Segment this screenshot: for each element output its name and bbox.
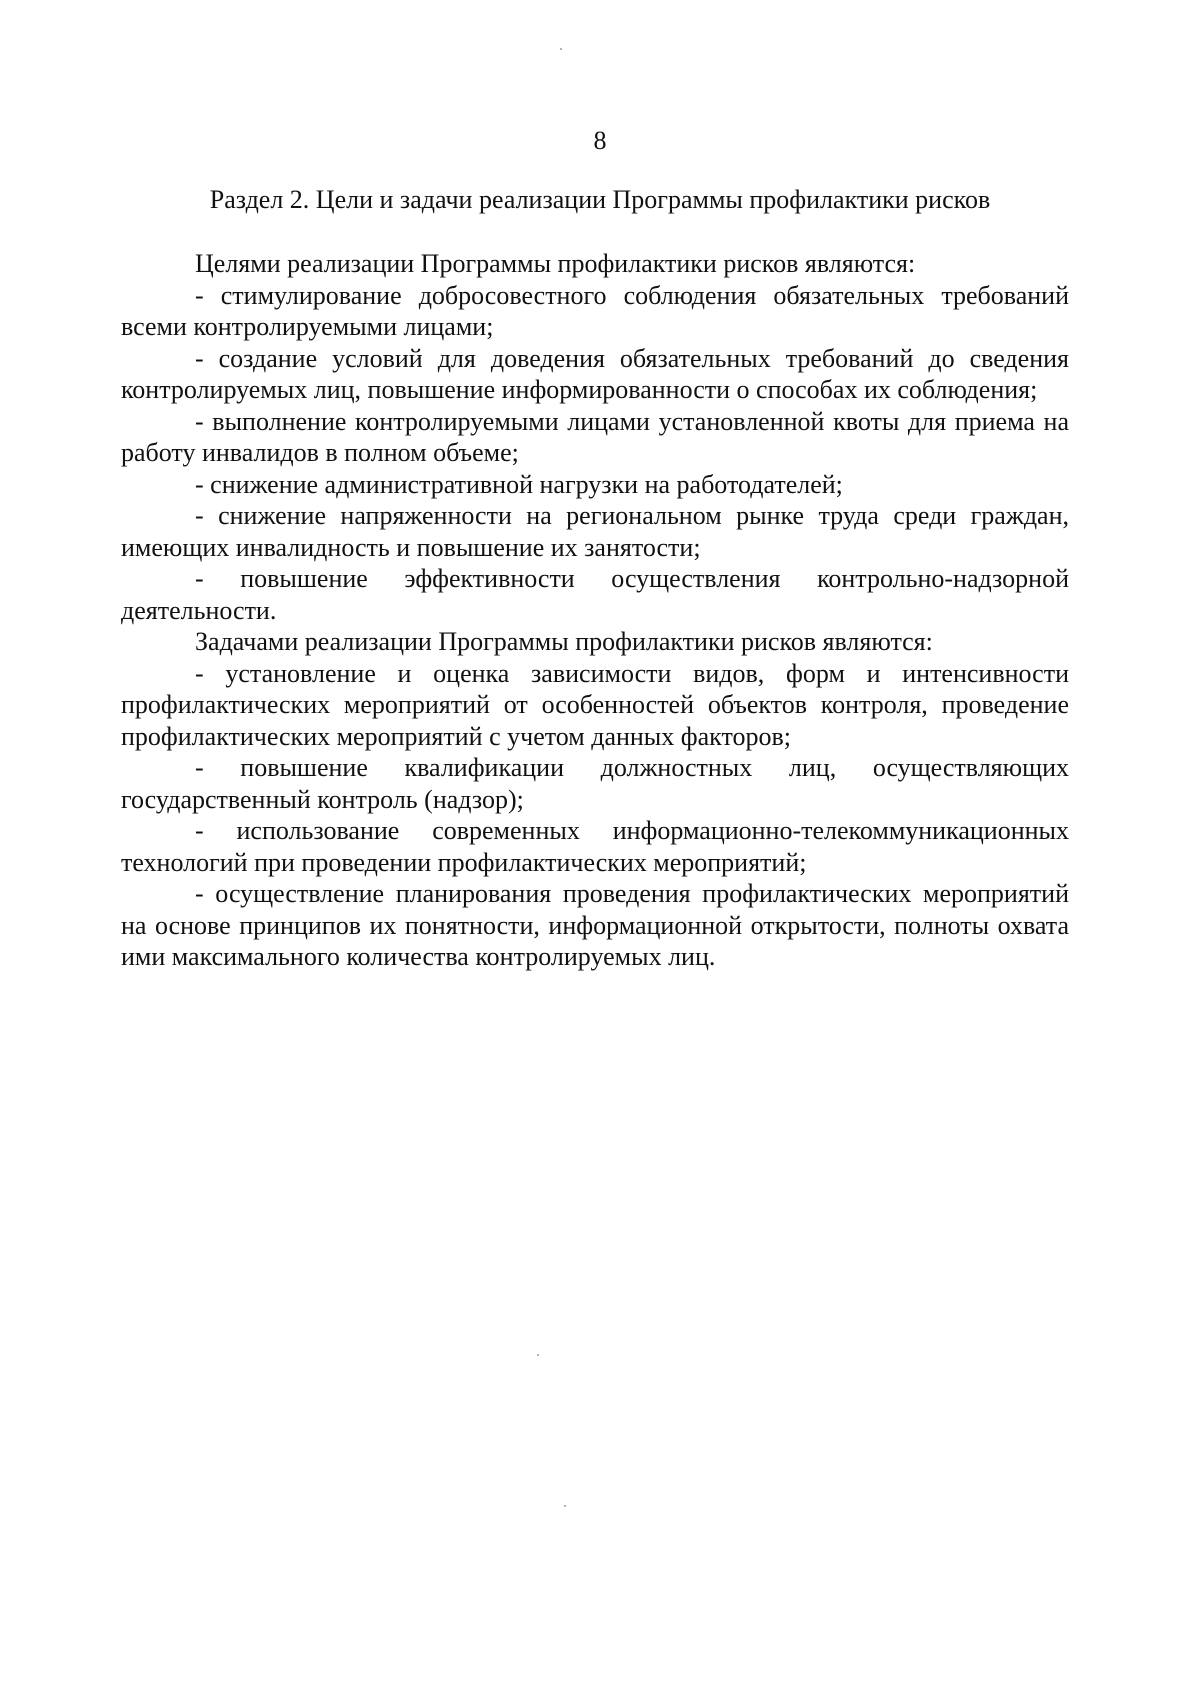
scan-speck — [560, 48, 562, 50]
tasks-intro: Задачами реализации Программы профилактики рисков являются: — [195, 627, 933, 656]
goal-item: - повышение эффективности осуществления контрольно-надзорной деятельности. — [121, 564, 1069, 625]
goal-item: - создание условий для доведения обязательных требований до сведения контролируемых лиц, повышение информированности о способах их соблюдения; — [121, 343, 1069, 404]
task-item: - осуществление планирования проведения профилактических мероприятий на основе принципов их понятности, информационной открытости, полноты охвата ими максимального количества контролируемых лиц. — [121, 879, 1069, 971]
scan-speck — [564, 1505, 566, 1507]
document-body — [121, 248, 1069, 973]
goal-item: - выполнение контролируемыми лицами установленной квоты для приема на работу инвалидов в полном объеме; — [121, 406, 1069, 467]
goals-intro: Целями реализации Программы профилактики рисков являются: — [195, 249, 916, 278]
goal-item: - стимулирование добросовестного соблюдения обязательных требований всеми контролируемыми лицами; — [121, 280, 1069, 341]
goal-item: - снижение напряженности на региональном рынке труда среди граждан, имеющих инвалидность и повышение их занятости; — [121, 501, 1069, 562]
section-title: Раздел 2. Цели и задачи реализации Программы профилактики рисков — [209, 185, 991, 214]
scan-speck — [537, 1354, 539, 1356]
goal-item: - снижение административной нагрузки на работодателей; — [195, 469, 843, 499]
task-item: - использование современных информационно-телекоммуникационных технологий при проведении профилактических мероприятий; — [121, 816, 1069, 877]
task-item: - установление и оценка зависимости видов, форм и интенсивности профилактических мероприятий от особенностей объектов контроля, проведение профилактических мероприятий с учетом данных факторов; — [121, 658, 1069, 751]
task-item: - повышение квалификации должностных лиц, осуществляющих государственный контроль (надзор); — [121, 753, 1069, 814]
page-number: 8 — [593, 126, 607, 155]
